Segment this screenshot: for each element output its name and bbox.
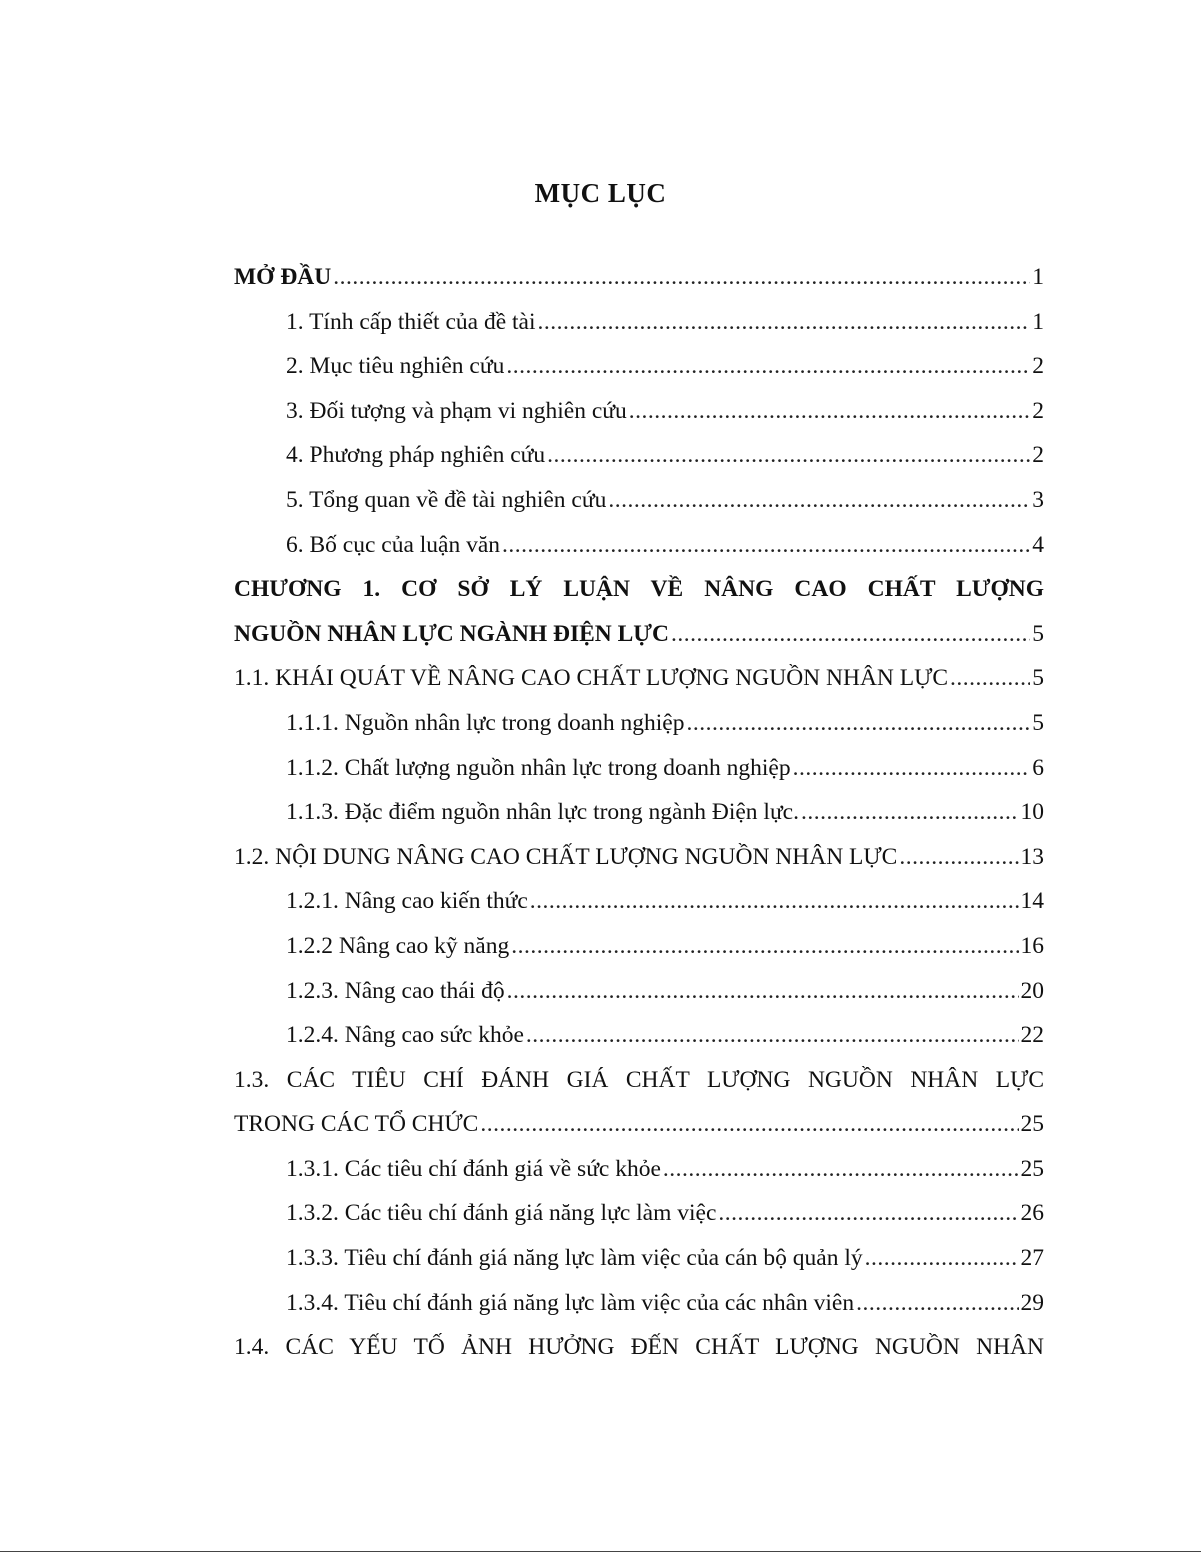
toc-page-number: 2 xyxy=(1032,353,1044,380)
toc-entry[interactable] xyxy=(234,656,1044,701)
toc-entry-label: 1.3.3. Tiêu chí đánh giá năng lực làm việc của cán bộ quản lý xyxy=(286,1245,863,1272)
toc-page-number: 22 xyxy=(1020,1022,1044,1049)
toc-entry[interactable] xyxy=(234,1281,1044,1326)
toc-page-number: 13 xyxy=(1020,843,1044,870)
toc-leader-dots xyxy=(507,969,1019,1014)
toc-entry[interactable] xyxy=(234,1325,1044,1370)
toc-leader-dots xyxy=(663,1147,1019,1192)
toc-entry-label: CHƯƠNG 1. CƠ SỞ LÝ LUẬN VỀ NÂNG CAO CHẤT LƯỢNG xyxy=(234,576,1044,603)
toc-entry-label: 1.2.4. Nâng cao sức khỏe xyxy=(286,1022,524,1049)
toc-entry[interactable] xyxy=(234,1191,1044,1236)
toc-entry[interactable] xyxy=(234,567,1044,612)
toc-page-number: 2 xyxy=(1032,442,1044,469)
toc-leader-dots xyxy=(480,1102,1018,1147)
toc-entry[interactable] xyxy=(234,389,1044,434)
toc-entry-label: 1.4. CÁC YẾU TỐ ẢNH HƯỞNG ĐẾN CHẤT LƯỢNG NGUỒN NHÂN xyxy=(234,1334,1044,1361)
toc-page-number: 4 xyxy=(1032,531,1044,558)
toc-page-number: 5 xyxy=(1032,620,1044,647)
toc-leader-dots xyxy=(333,255,1030,300)
toc-entry-label: 1.3.2. Các tiêu chí đánh giá năng lực làm việc xyxy=(286,1200,717,1227)
toc-entry-label: 1.2.3. Nâng cao thái độ xyxy=(286,977,505,1004)
toc-page-number: 1 xyxy=(1032,264,1044,290)
toc-page-number: 5 xyxy=(1032,709,1044,736)
toc-entry[interactable] xyxy=(234,433,1044,478)
toc-leader-dots xyxy=(608,478,1030,523)
toc-entry[interactable] xyxy=(234,1058,1044,1103)
toc-entry[interactable] xyxy=(234,969,1044,1014)
page-title: MỤC LỤC xyxy=(534,178,667,208)
toc-leader-dots xyxy=(899,835,1018,880)
toc-entry[interactable] xyxy=(234,924,1044,969)
toc-leader-dots xyxy=(865,1236,1019,1281)
toc-entry-label: 5. Tổng quan về đề tài nghiên cứu xyxy=(286,486,607,513)
toc-page-number: 14 xyxy=(1020,888,1044,915)
toc-entry[interactable] xyxy=(234,478,1044,523)
toc-leader-dots xyxy=(718,1191,1018,1236)
toc-page-number: 25 xyxy=(1020,1155,1044,1182)
toc-page-number: 6 xyxy=(1032,754,1044,781)
toc-entry-label: 1. Tính cấp thiết của đề tài xyxy=(286,308,536,335)
toc-entry-label: 1.1.2. Chất lượng nguồn nhân lực trong doanh nghiệp xyxy=(286,754,791,781)
toc-leader-dots xyxy=(671,612,1030,657)
toc-leader-dots xyxy=(856,1281,1018,1326)
toc-leader-dots xyxy=(502,523,1030,568)
toc-entry-label: 6. Bố cục của luận văn xyxy=(286,531,501,558)
toc-entry-label: 1.1. KHÁI QUÁT VỀ NÂNG CAO CHẤT LƯỢNG NGUỒN NHÂN LỰC xyxy=(234,665,949,692)
toc-page-number: 5 xyxy=(1032,665,1044,692)
toc-leader-dots xyxy=(530,879,1019,924)
toc-entry-label: 1.2. NỘI DUNG NÂNG CAO CHẤT LƯỢNG NGUỒN NHÂN LỰC xyxy=(234,843,898,870)
toc-page-number: 16 xyxy=(1020,932,1044,959)
toc-entry[interactable] xyxy=(234,790,1044,835)
toc-entry-label: 1.2.1. Nâng cao kiến thức xyxy=(286,888,528,915)
toc-entry[interactable] xyxy=(234,523,1044,568)
toc-entry[interactable] xyxy=(234,1102,1044,1147)
toc-entry[interactable] xyxy=(234,746,1044,791)
toc-entry-label: 4. Phương pháp nghiên cứu xyxy=(286,442,546,469)
toc-entry[interactable] xyxy=(234,701,1044,746)
toc-entry-label: MỞ ĐẦU xyxy=(234,264,332,290)
toc-leader-dots xyxy=(801,790,1019,835)
toc-entry[interactable] xyxy=(234,835,1044,880)
toc-leader-dots xyxy=(950,656,1030,701)
toc-page-number: 27 xyxy=(1020,1245,1044,1272)
toc-page-number: 20 xyxy=(1020,977,1044,1004)
toc-entry-label: 1.1.1. Nguồn nhân lực trong doanh nghiệp xyxy=(286,709,685,736)
toc-entry-label: 3. Đối tượng và phạm vi nghiên cứu xyxy=(286,397,627,424)
toc-entry-label: TRONG CÁC TỔ CHỨC xyxy=(234,1111,479,1138)
toc-leader-dots xyxy=(538,300,1031,345)
toc-leader-dots xyxy=(511,924,1018,969)
toc-entry[interactable] xyxy=(234,1013,1044,1058)
toc-leader-dots xyxy=(506,344,1030,389)
toc-leader-dots xyxy=(686,701,1030,746)
toc-entry-label: 1.3.4. Tiêu chí đánh giá năng lực làm việc của các nhân viên xyxy=(286,1289,855,1316)
table-of-contents xyxy=(234,255,1044,1370)
toc-entry-label: 1.1.3. Đặc điểm nguồn nhân lực trong ngành Điện lực. xyxy=(286,799,799,826)
toc-page-number: 29 xyxy=(1020,1289,1044,1316)
toc-entry-label: 1.3. CÁC TIÊU CHÍ ĐÁNH GIÁ CHẤT LƯỢNG NGUỒN NHÂN LỰC xyxy=(234,1066,1044,1093)
toc-leader-dots xyxy=(526,1013,1019,1058)
toc-page-number: 3 xyxy=(1032,486,1044,513)
toc-entry[interactable] xyxy=(234,344,1044,389)
toc-leader-dots xyxy=(629,389,1031,434)
toc-leader-dots xyxy=(547,433,1030,478)
toc-entry[interactable] xyxy=(234,879,1044,924)
toc-entry-label: 2. Mục tiêu nghiên cứu xyxy=(286,353,505,380)
toc-entry[interactable] xyxy=(234,255,1044,300)
toc-entry[interactable] xyxy=(234,612,1044,657)
toc-page-number: 25 xyxy=(1020,1111,1044,1138)
toc-page-number: 26 xyxy=(1020,1200,1044,1227)
toc-entry[interactable] xyxy=(234,300,1044,345)
bottom-rule xyxy=(0,1551,1201,1552)
toc-leader-dots xyxy=(793,746,1031,791)
toc-entry-label: NGUỒN NHÂN LỰC NGÀNH ĐIỆN LỰC xyxy=(234,620,669,647)
toc-page-number: 1 xyxy=(1032,308,1044,335)
toc-entry[interactable] xyxy=(234,1236,1044,1281)
toc-page-number: 2 xyxy=(1032,397,1044,424)
toc-entry-label: 1.3.1. Các tiêu chí đánh giá về sức khỏe xyxy=(286,1155,661,1182)
toc-entry[interactable] xyxy=(234,1147,1044,1192)
toc-entry-label: 1.2.2 Nâng cao kỹ năng xyxy=(286,932,510,959)
toc-page-number: 10 xyxy=(1020,799,1044,826)
